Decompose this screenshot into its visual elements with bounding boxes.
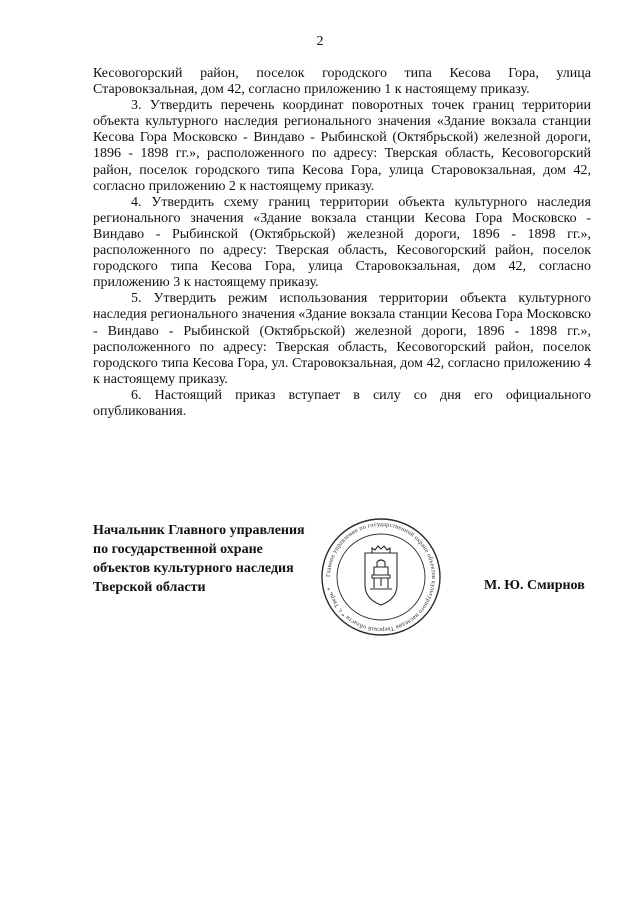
seal-ring-text: Главное управление по государственной охране объектов культурного наследия Тверской области * г. Тверь * xyxy=(324,520,438,634)
paragraph-item-6: 6. Настоящий приказ вступает в силу со дня его официального опубликования. xyxy=(93,387,591,419)
coat-of-arms-icon xyxy=(365,546,397,605)
seal-outer-ring xyxy=(322,519,440,635)
signer-name: М. Ю. Смирнов xyxy=(484,578,585,593)
page-number: 2 xyxy=(316,34,324,49)
signer-position-line: по государственной охране xyxy=(93,542,263,557)
seal-inner-ring xyxy=(337,534,425,620)
document-body xyxy=(93,66,591,420)
signer-position-line: объектов культурного наследия xyxy=(93,561,294,576)
official-seal xyxy=(320,517,442,637)
paragraph-continuation: Кесовогорский район, поселок городского типа Кесова Гора, улица Старовокзальная, дом 42, согласно приложению 1 к настоящему приказу. xyxy=(93,66,591,98)
signer-position xyxy=(93,521,333,597)
paragraph-item-3: 3. Утвердить перечень координат поворотных точек границ территории объекта культурного наследия регионального значения «Здание вокзала станции Кесова Гора Московско - Виндаво - Рыбинской (Октябрьской) железной дороги, 1896 - 1898 гг.», расположенного по адресу: Тверская область, Кесовогорский район, поселок городского типа Кесова Гора, улица Старовокзальная, дом 42, согласно приложению 2 к настоящему приказу. xyxy=(93,98,591,194)
paragraph-item-4: 4. Утвердить схему границ территории объекта культурного наследия регионального значения «Здание вокзала станции Кесова Гора Московско - Виндаво - Рыбинской (Октябрьской) железной дороги, 1896 - 1898 гг.», расположенного по адресу: Тверская область, Кесовогорский район, поселок городского типа Кесова Гора, улица Старовокзальная, дом 42, согласно приложению 3 к настоящему приказу. xyxy=(93,194,591,291)
signer-position-line: Начальник Главного управления xyxy=(93,523,305,538)
signer-position-line: Тверской области xyxy=(93,580,206,595)
paragraph-item-5: 5. Утвердить режим использования территории объекта культурного наследия регионального значения «Здание вокзала станции Кесова Гора Московско - Виндаво - Рыбинской (Октябрьской) железной дороги, 1896 - 1898 гг.», расположенного по адресу: Тверская область, Кесовогорский район, поселок городского типа Кесова Гора, ул. Старовокзальная, дом 42, согласно приложению 4 к настоящему приказу. xyxy=(93,291,591,387)
